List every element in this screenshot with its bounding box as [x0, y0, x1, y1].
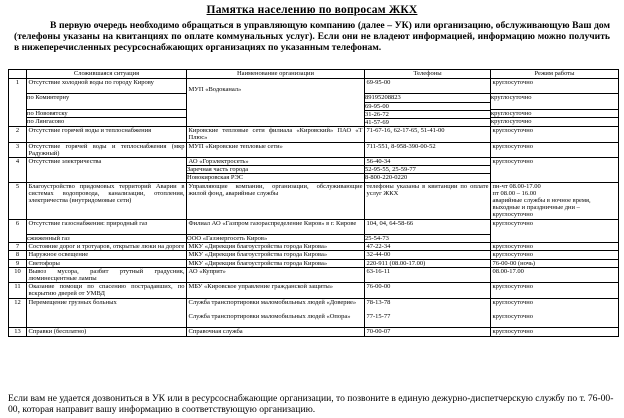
hours-text: аварийные службы в ночное время, выходные и праздничные дни – круглосуточно	[492, 196, 591, 219]
situation-cell: Благоустройство придомовых территорий Аварии в системах водопровода, канализации, отопления, электричества (внутридомовые сети)	[27, 182, 187, 219]
phones-cell	[365, 79, 491, 127]
hours-cell: круглосуточно	[491, 142, 619, 157]
phones-cell: 76-00-00	[365, 283, 491, 298]
hours-text: круглосуточно	[492, 298, 533, 306]
organization-cell: АО «Куприт»	[187, 267, 365, 282]
situation-cell: Перемещение грузных больных	[27, 298, 187, 328]
phone-text: 89195208823	[365, 93, 491, 101]
table-row	[9, 267, 619, 282]
hours-text: круглосуточно	[491, 109, 619, 117]
row-number: 7	[9, 243, 27, 251]
organization-cell	[187, 219, 365, 243]
organization-cell: МКУ «Дирекция благоустройства города Кирова»	[187, 243, 365, 251]
situation-text: по Нововятску	[27, 109, 187, 117]
hours-text: круглосуточно	[491, 93, 619, 108]
row-number: 13	[9, 328, 27, 336]
situation-text: Отсутствие газоснабжения: природный газ	[28, 219, 148, 227]
organization-text: АО «Горэлектросеть»	[188, 157, 249, 165]
organization-text: Заречная часть города	[187, 165, 365, 173]
organization-cell	[187, 79, 365, 127]
phone-text: 78-13-78	[366, 298, 391, 306]
hours-cell: круглосуточно	[491, 219, 619, 243]
organization-cell: МУП «Кировские тепловые сети»	[187, 142, 365, 157]
organization-cell	[187, 157, 365, 182]
organization-cell: МКУ «Дирекция благоустройства города Кирова»	[187, 259, 365, 267]
hours-text: пн-чт 08.00-17.00	[492, 182, 541, 190]
organization-cell: Управляющие компании, организации, обслуживающие жилой фонд, аварийные службы	[187, 182, 365, 219]
hours-cell: круглосуточно	[491, 243, 619, 251]
phone-text: 52-95-55, 25-59-77	[365, 165, 491, 173]
table-row	[9, 182, 619, 219]
table-row	[9, 142, 619, 157]
situation-cell: Отсутствие электричества	[27, 157, 187, 182]
table-header-row	[9, 70, 619, 79]
situation-cell: Справки (бесплатно)	[27, 328, 187, 336]
hours-cell: круглосуточно	[491, 283, 619, 298]
situation-text	[27, 102, 186, 109]
organization-text: Новокировская РЭС	[187, 173, 365, 181]
situation-text: сжиженный газ	[27, 234, 187, 242]
hours-cell: круглосуточно	[491, 328, 619, 336]
table-row	[9, 328, 619, 336]
phones-cell: 63-16-11	[365, 267, 491, 282]
row-number: 3	[9, 142, 27, 157]
phone-text: 56-40-34	[366, 157, 391, 165]
phone-text: 8-800-220-0220	[365, 173, 491, 181]
organization-text: ООО «Газэнергосеть Киров»	[187, 234, 365, 242]
phone-text: 41-57-69	[365, 118, 491, 126]
header-num	[9, 70, 27, 79]
hours-cell	[491, 298, 619, 328]
hours-cell: круглосуточно	[491, 127, 619, 142]
row-number: 6	[9, 219, 27, 243]
organization-text: МУП «Водоканал»	[188, 86, 242, 93]
hours-text: круглосуточно	[491, 117, 619, 125]
phone-text: 31-26-72	[365, 110, 491, 118]
table-row	[9, 259, 619, 267]
table-row	[9, 219, 619, 243]
phone-text: 104, 04, 64-58-66	[366, 219, 414, 227]
table-row	[9, 283, 619, 298]
table-row	[9, 79, 619, 127]
situation-cell: Светофоры	[27, 259, 187, 267]
organization-text: Служба транспортировки маломобильных людей «Доверие»	[188, 298, 357, 306]
hours-cell: круглосуточно	[491, 157, 619, 182]
hours-text: круглосуточно	[492, 312, 533, 320]
table-row	[9, 251, 619, 259]
intro-paragraph: В первую очередь необходимо обращаться в управляющую компанию (далее – УК) или организацию, обслуживающую Ваш дом (телефоны указаны на квитанциях по оплате коммунальных услуг). Если они не владеют информацией, информацию можно получить в нижеперечисленных ресурсоснабжающих организациях по указанным телефонам.	[14, 20, 610, 53]
phones-cell: 32-44-00	[365, 251, 491, 259]
phones-cell: 70-00-07	[365, 328, 491, 336]
phone-text: 69-95-00	[366, 79, 391, 86]
header-organization: Наименование организации	[187, 70, 365, 79]
situation-cell: Отсутствие горячей воды и теплоснабжения	[27, 127, 187, 142]
hours-cell: 08.00-17.00	[491, 267, 619, 282]
organization-text: Филиал АО «Газпром газораспределение Киров» в г. Кирове	[188, 219, 357, 227]
hours-cell: 76-00-00 (ночь)	[491, 259, 619, 267]
situation-cell: Вывоз мусора, разбит ртутный градусник, люминесцентные лампы	[28, 267, 185, 282]
page-title: Памятка населению по вопросам ЖКХ	[206, 4, 418, 16]
contacts-table	[8, 69, 619, 337]
organization-cell: Кировские тепловые сети филиала «Кировский» ПАО «Т Плюс»	[188, 127, 363, 142]
table-row	[9, 157, 619, 182]
hours-text: пт 08.00 – 16.00	[492, 189, 537, 197]
row-number: 12	[9, 298, 27, 328]
row-number: 11	[9, 283, 27, 298]
situation-text: по Лянгасово	[27, 117, 187, 125]
row-number: 4	[9, 157, 27, 182]
phones-cell: 220-911 (08.00-17.00)	[365, 259, 491, 267]
row-number: 9	[9, 259, 27, 267]
organization-text: Служба транспортировки маломобильных людей «Опора»	[188, 312, 351, 320]
phones-cell: 47-22-34	[365, 243, 491, 251]
situation-cell: Наружное освещение	[27, 251, 187, 259]
organization-cell: Справочная служба	[187, 328, 365, 336]
phones-cell: 711-551, 8-958-390-00-52	[365, 142, 491, 157]
hours-cell	[491, 79, 619, 127]
phones-cell	[365, 219, 491, 243]
header-phones: Телефоны	[365, 70, 491, 79]
row-number: 10	[9, 267, 27, 282]
hours-text: круглосуточно	[492, 79, 533, 86]
situation-text: Отсутствие холодной воды по городу Кирову	[28, 79, 154, 86]
phones-cell	[365, 157, 491, 182]
phones-cell: телефоны указаны в квитанции по оплате услуг ЖКХ	[365, 182, 491, 219]
outro-paragraph: Если вам не удается дозвониться в УК или в ресурсоснабжающие организации, то позвоните в единую дежурно-диспетчерскую службу по т. 76-00-00, которая направит вашу информацию в соответствующую организацию.	[8, 393, 614, 415]
phones-cell: 71-67-16, 62-17-65, 51-41-00	[365, 127, 491, 142]
situation-cell: Отсутствие горячей воды и теплоснабжения (мкр Радужный)	[28, 142, 185, 157]
phones-cell	[365, 298, 491, 328]
organization-cell: МБУ «Кировское управление гражданской защиты»	[187, 283, 365, 298]
row-number: 2	[9, 127, 27, 142]
situation-cell	[27, 79, 187, 127]
situation-cell: Оказание помощи по спасению пострадавших, по вскрытию дверей от УМВД	[28, 283, 185, 298]
row-number: 5	[9, 182, 27, 219]
header-situation: Сложившаяся ситуация	[27, 70, 187, 79]
situation-cell	[27, 219, 187, 243]
table-row	[9, 127, 619, 142]
phone-text: 77-15-77	[366, 312, 391, 320]
header-hours: Режим работы	[491, 70, 619, 79]
row-number: 8	[9, 251, 27, 259]
hours-cell	[491, 182, 619, 219]
row-number: 1	[9, 79, 27, 127]
phone-text: 69-95-00	[365, 102, 491, 110]
situation-cell: Состояние дорог и тротуаров, открытые люки на дороге	[27, 243, 187, 251]
table-row	[9, 243, 619, 251]
table-row	[9, 298, 619, 328]
phone-text: 25-54-73	[365, 234, 491, 242]
hours-cell: круглосуточно	[491, 251, 619, 259]
situation-text: по Коминтерну	[27, 93, 187, 101]
organization-cell	[187, 298, 365, 328]
organization-cell: МКУ «Дирекция благоустройства города Кирова»	[187, 251, 365, 259]
